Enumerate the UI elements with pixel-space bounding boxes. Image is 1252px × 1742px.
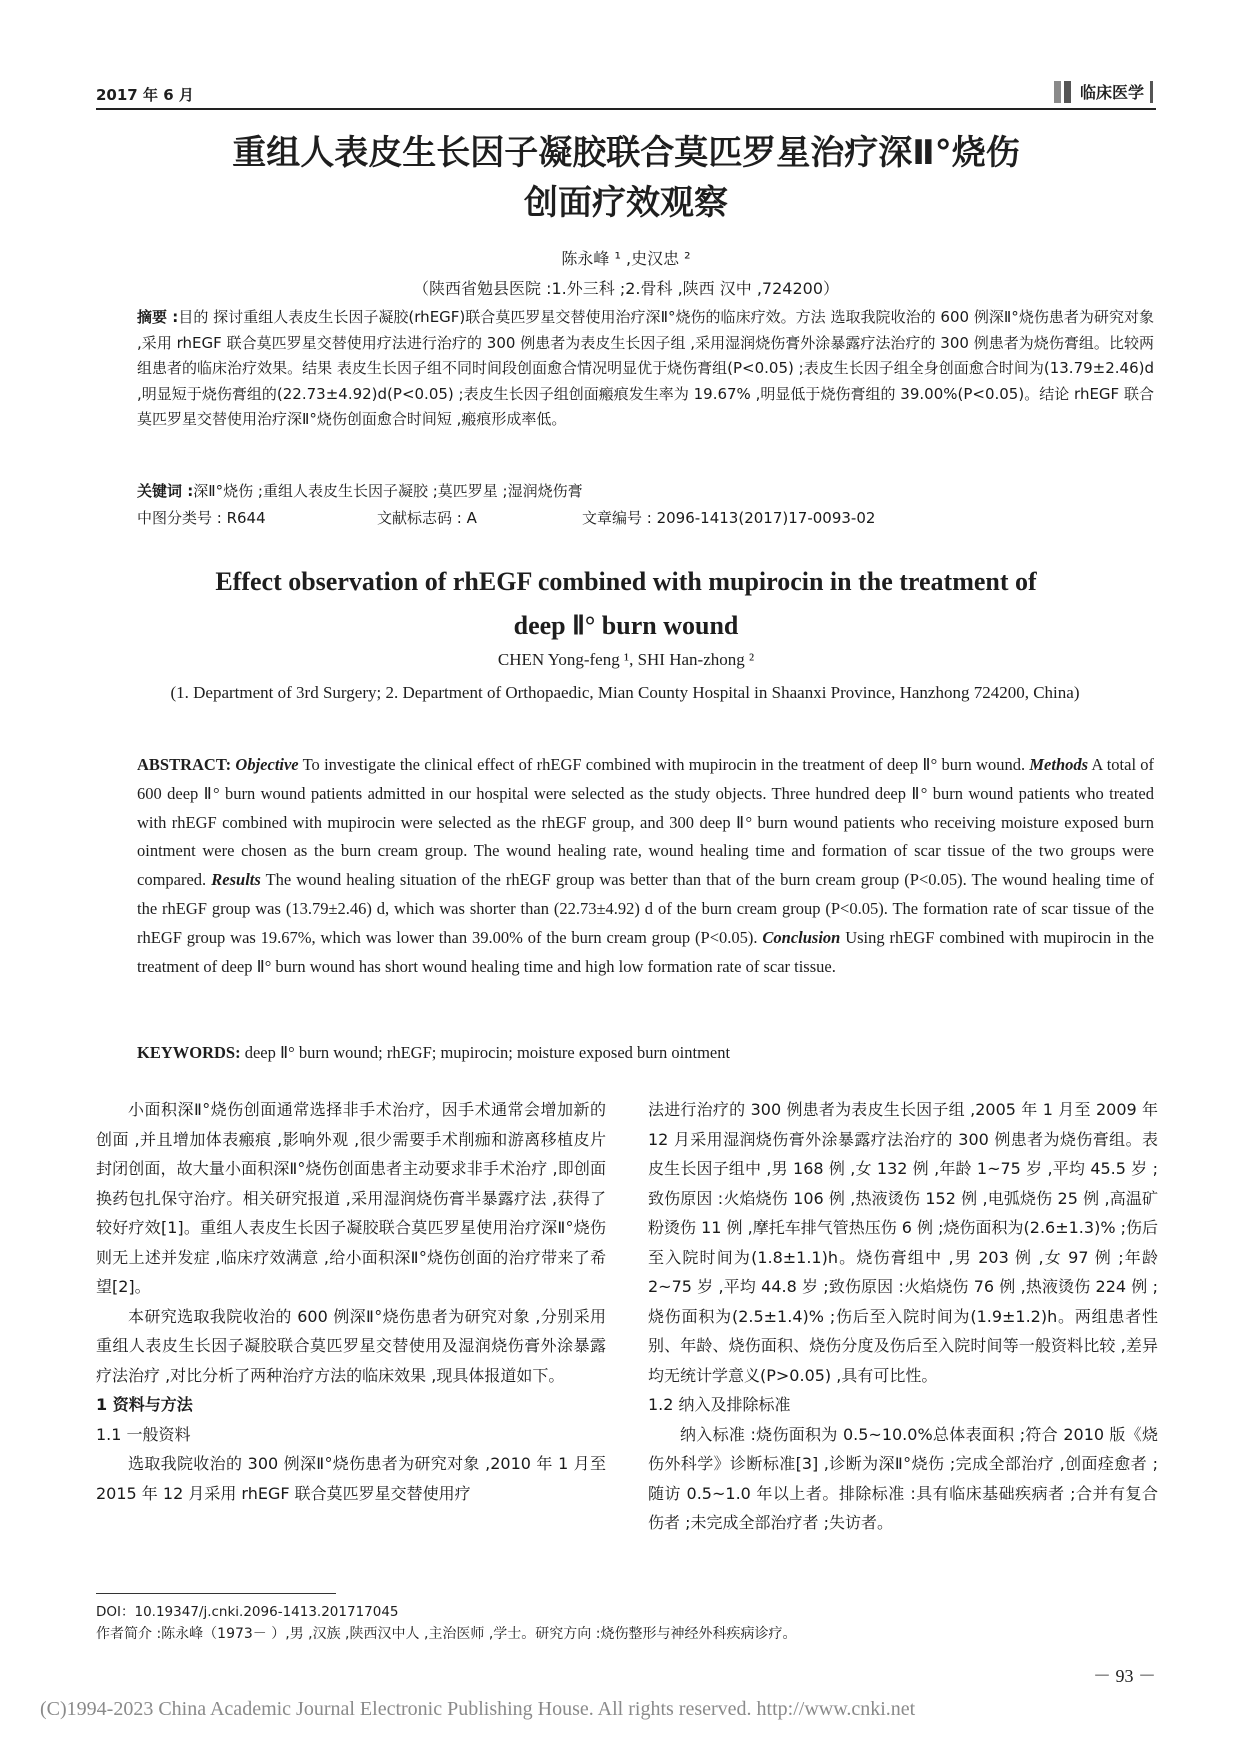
abstract-english-label: ABSTRACT: bbox=[137, 755, 232, 774]
abstract-english bbox=[137, 751, 1154, 981]
authors-chinese: 陈永峰 ¹ ,史汉忠 ² bbox=[561, 249, 691, 268]
body-paragraph: 法进行治疗的 300 例患者为表皮生长因子组 ,2005 年 1 月至 2009 年 12 月采用湿润烧伤膏外涂暴露疗法治疗的 300 例患者为烧伤膏组。表皮生长因子组中 ,男 168 例 ,女 132 例 ,年龄 1~75 岁 ,平均 45.5 岁 ;致伤原因 :火焰烧伤 106 例 ,热液烫伤 152 例 ,电弧烧伤 25 例 ,高温矿粉烫伤 11 例 ,摩托车排气管热压伤 6 例 ;烧伤面积为(2.6±1.3)% ;伤后至入院时间为(1.8±1.1)h。烧伤膏组中 ,男 203 例 ,女 97 例 ;年龄 2~75 岁 ,平均 44.8 岁 ;致伤原因 :火焰烧伤 76 例 ,热液烫伤 224 例 ;烧伤面积为(2.5±1.4)% ;伤后至入院时间为(1.9±1.2)h。两组患者性别、年龄、烧伤面积、烧伤分度及伤后至入院时间等一般资料比较 ,差异均无统计学意义(P>0.05) ,具有可比性。 bbox=[648, 1100, 1158, 1385]
title-english-line1: Effect observation of rhEGF combined with mupirocin in the treatment of bbox=[215, 567, 1037, 596]
keywords-english bbox=[137, 1043, 1154, 1063]
journal-section-label bbox=[1054, 80, 1156, 103]
methods-text: A total of 600 deep Ⅱ° burn wound patients admitted in our hospital were selected as the study objects. Three hundred deep Ⅱ° burn wound patients who treated with rhEGF combined with mupirocin were selected as the rhEGF group, and 300 deep Ⅱ° burn wound patients who receiving moisture exposed burn ointment were chosen as the burn cream group. The wound healing rate, wound healing time and formation of scar tissue of the two groups were compared. bbox=[137, 755, 1155, 890]
affiliation-english: (1. Department of 3rd Surgery; 2. Department of Orthopaedic, Mian County Hospital in Shaanxi Province, Hanzhong 724200, China) bbox=[170, 683, 1080, 702]
body-paragraph: 小面积深Ⅱ°烧伤创面通常选择非手术治疗，因手术通常会增加新的创面 ,并且增加体表瘢痕 ,影响外观 ,很少需要手术削痂和游离移植皮片封闭创面，故大量小面积深Ⅱ°烧伤创面患者主动要求非手术治疗 ,即创面换药包扎保守治疗。相关研究报道 ,采用湿润烧伤膏半暴露疗法 ,获得了较好疗效[1]。重组人表皮生长因子凝胶联合莫匹罗星使用治疗深Ⅱ°烧伤则无上述并发症 ,临床疗效满意 ,给小面积深Ⅱ°烧伤创面的治疗带来了希望[2]。 bbox=[96, 1100, 606, 1296]
page-number: － 93 － bbox=[1093, 1666, 1156, 1686]
clc-number: 中图分类号 : R644 bbox=[137, 509, 266, 527]
title-english-line2: deep Ⅱ° burn wound bbox=[513, 611, 739, 640]
keywords-english-label: KEYWORDS: bbox=[137, 1043, 241, 1062]
decorative-bar-icon bbox=[1150, 81, 1153, 103]
title-chinese bbox=[96, 128, 1156, 228]
classification-row bbox=[137, 506, 1154, 532]
results-text: The wound healing situation of the rhEGF group was better than that of the burn cream group (P<0.05). The wound healing time of the rhEGF group was (13.79±2.46) d, which was shorter than (22.73±4.92) d of the burn cream group (P<0.05). The formation rate of scar tissue of the rhEGF group was 19.67%, which was lower than 39.00% of the burn cream group (P<0.05). bbox=[137, 870, 1155, 947]
keywords-chinese bbox=[137, 479, 1154, 505]
methods-label: Methods bbox=[1029, 755, 1089, 774]
document-code: 文献标志码 : A bbox=[377, 509, 477, 527]
conclusion-label: Conclusion bbox=[762, 927, 841, 947]
abstract-chinese-label: 摘要 : bbox=[137, 308, 179, 326]
conclusion-text: Using rhEGF combined with mupirocin in the treatment of deep Ⅱ° burn wound has short wound healing time and high low formation rate of scar tissue. bbox=[137, 927, 1154, 976]
body-paragraph: 选取我院收治的 300 例深Ⅱ°烧伤患者为研究对象 ,2010 年 1 月至 2015 年 12 月采用 rhEGF 联合莫匹罗星交替使用疗 bbox=[96, 1454, 606, 1503]
abstract-chinese bbox=[137, 305, 1154, 433]
keywords-english-text: deep Ⅱ° burn wound; rhEGF; mupirocin; moisture exposed burn ointment bbox=[244, 1043, 731, 1062]
objective-label: Objective bbox=[235, 755, 299, 774]
keywords-chinese-label: 关键词 : bbox=[137, 482, 194, 500]
authors-english: CHEN Yong-feng ¹, SHI Han-zhong ² bbox=[497, 650, 755, 669]
decorative-bar-icon bbox=[1064, 81, 1071, 103]
body-column-right bbox=[648, 1095, 1158, 1538]
subsection-heading: 1.1 一般资料 bbox=[96, 1424, 191, 1444]
body-column-left bbox=[96, 1095, 606, 1508]
title-english bbox=[96, 560, 1156, 648]
subsection-heading: 1.2 纳入及排除标准 bbox=[648, 1395, 791, 1414]
footnote-rule bbox=[96, 1593, 336, 1594]
decorative-bar-icon bbox=[1054, 81, 1061, 103]
journal-name: 临床医学 bbox=[1079, 83, 1144, 102]
header-date: 2017 年 6 月 bbox=[96, 86, 194, 104]
title-chinese-line1: 重组人表皮生长因子凝胶联合莫匹罗星治疗深Ⅱ°烧伤 bbox=[232, 133, 1020, 173]
title-chinese-line2: 创面疗效观察 bbox=[524, 183, 728, 223]
article-number: 文章编号 : 2096-1413(2017)17-0093-02 bbox=[582, 509, 876, 527]
section-heading: 1 资料与方法 bbox=[96, 1395, 193, 1414]
results-label: Results bbox=[211, 870, 261, 890]
doi: DOI：10.19347/j.cnki.2096-1413.201717045 bbox=[96, 1604, 399, 1620]
body-paragraph: 纳入标准 :烧伤面积为 0.5~10.0%总体表面积 ;符合 2010 版《烧伤外科学》诊断标准[3] ,诊断为深Ⅱ°烧伤 ;完成全部治疗 ,创面痊愈者 ;随访 0.5~1.0 年以上者。排除标准 :具有临床基础疾病者 ;合并有复合伤者 ;未完成全部治疗者 ;失访者。 bbox=[648, 1424, 1158, 1532]
objective-text: To investigate the clinical effect of rhEGF combined with mupirocin in the treatment of deep Ⅱ° burn wound. bbox=[302, 755, 1026, 774]
copyright-watermark: (C)1994-2023 China Academic Journal Electronic Publishing House. All rights reserved. http://www.cnki.net bbox=[40, 1698, 916, 1720]
author-bio: 作者简介 :陈永峰（1973－ ）,男 ,汉族 ,陕西汉中人 ,主治医师 ,学士。研究方向 :烧伤整形与神经外科疾病诊疗。 bbox=[96, 1626, 797, 1642]
affiliation-chinese: （陕西省勉县医院 :1.外三科 ;2.骨科 ,陕西 汉中 ,724200） bbox=[413, 279, 839, 298]
body-paragraph: 本研究选取我院收治的 600 例深Ⅱ°烧伤患者为研究对象 ,分别采用重组人表皮生长因子凝胶联合莫匹罗星交替使用及湿润烧伤膏外涂暴露疗法治疗 ,对比分析了两种治疗方法的临床效果 ,现具体报道如下。 bbox=[96, 1306, 606, 1385]
abstract-chinese-text: 目的 探讨重组人表皮生长因子凝胶(rhEGF)联合莫匹罗星交替使用治疗深Ⅱ°烧伤的临床疗效。方法 选取我院收治的 600 例深Ⅱ°烧伤患者为研究对象 ,采用 rhEGF 联合莫匹罗星交替使用疗法进行治疗的 300 例患者为表皮生长因子组 ,采用湿润烧伤膏外涂暴露疗法治疗的 300 例患者为烧伤膏组。比较两组患者的临床治疗效果。结果 表皮生长因子组不同时间段创面愈合情况明显优于烧伤膏组(P<0.05) ;表皮生长因子组全身创面愈合时间为(13.79±2.46)d ,明显短于烧伤膏组的(22.73±4.92)d(P<0.05) ;表皮生长因子组创面瘢痕发生率为 19.67% ,明显低于烧伤膏组的 39.00%(P<0.05)。结论 rhEGF 联合莫匹罗星交替使用治疗深Ⅱ°烧伤创面愈合时间短 ,瘢痕形成率低。 bbox=[137, 308, 1154, 428]
header-rule bbox=[96, 108, 1156, 110]
keywords-chinese-text: 深Ⅱ°烧伤 ;重组人表皮生长因子凝胶 ;莫匹罗星 ;湿润烧伤膏 bbox=[193, 482, 583, 500]
